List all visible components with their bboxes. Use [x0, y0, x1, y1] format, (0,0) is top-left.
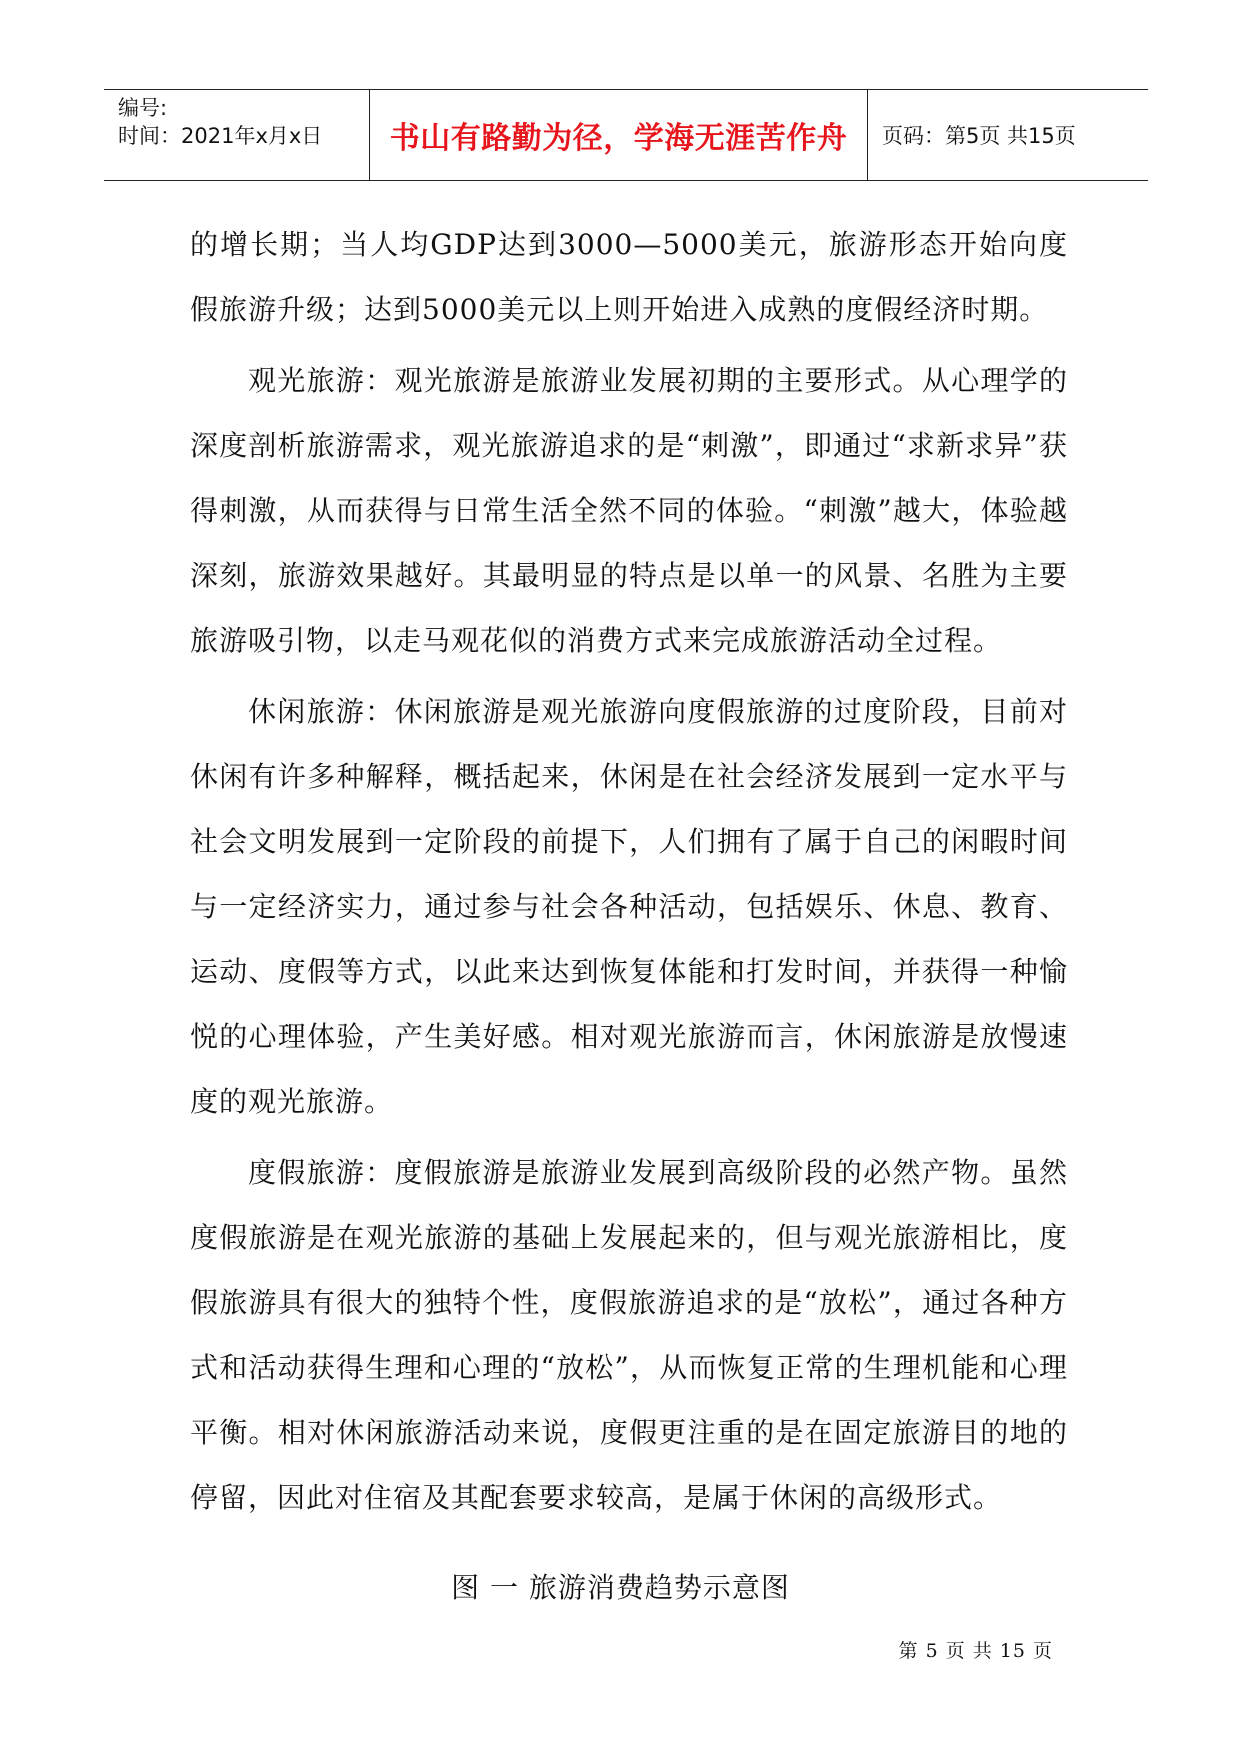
paragraph-continuation: 的增长期；当人均GDP达到3000—5000美元，旅游形态开始向度假旅游升级；达到5000美元以上则开始进入成熟的度假经济时期。 [190, 228, 1068, 326]
figure-caption: 图 一 旅游消费趋势示意图 [451, 1571, 790, 1604]
paragraph-leisure-tourism: 休闲旅游：休闲旅游是观光旅游向度假旅游的过度阶段，目前对休闲有许多种解释，概括起来，休闲是在社会经济发展到一定水平与社会文明发展到一定阶段的前提下，人们拥有了属于自己的闲暇时间与一定经济实力，通过参与社会各种活动，包括娱乐、休息、教育、运动、度假等方式，以此来达到恢复体能和打发时间，并获得一种愉悦的心理体验，产生美好感。相对观光旅游而言，休闲旅游是放慢速度的观光旅游。 [190, 695, 1068, 1118]
header-meta [104, 90, 370, 180]
page-footer: 第 5 页 共 15 页 [898, 1640, 1053, 1662]
time-label: 时间：2021年x月x日 [118, 124, 323, 148]
header-motto: 书山有路勤为径，学海无涯苦作舟 [370, 90, 868, 180]
header-page-info: 页码：第5页 共15页 [882, 124, 1076, 148]
serial-number-label: 编号: [118, 96, 168, 120]
document-body [190, 212, 1068, 1536]
page-header [104, 89, 1148, 181]
paragraph-sightseeing-tourism: 观光旅游：观光旅游是旅游业发展初期的主要形式。从心理学的深度剖析旅游需求，观光旅游追求的是“刺激”，即通过“求新求异”获得刺激，从而获得与日常生活全然不同的体验。“刺激”越大，体验越深刻，旅游效果越好。其最明显的特点是以单一的风景、名胜为主要旅游吸引物，以走马观花似的消费方式来完成旅游活动全过程。 [190, 364, 1068, 657]
paragraph-vacation-tourism: 度假旅游：度假旅游是旅游业发展到高级阶段的必然产物。虽然度假旅游是在观光旅游的基础上发展起来的，但与观光旅游相比，度假旅游具有很大的独特个性，度假旅游追求的是“放松”，通过各种方式和活动获得生理和心理的“放松”，从而恢复正常的生理机能和心理平衡。相对休闲旅游活动来说，度假更注重的是在固定旅游目的地的停留，因此对住宿及其配套要求较高，是属于休闲的高级形式。 [190, 1156, 1068, 1514]
